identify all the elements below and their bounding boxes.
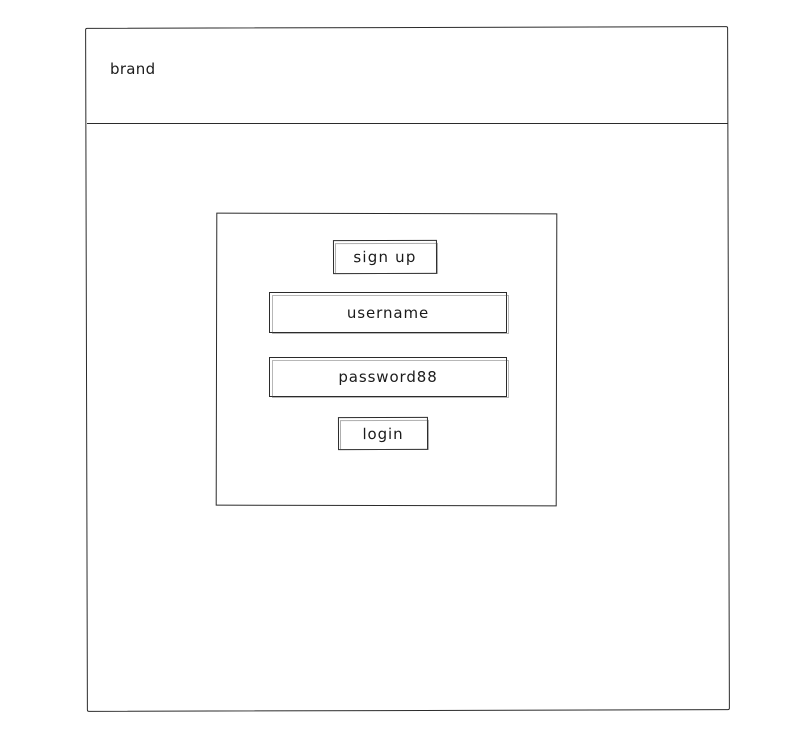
brand-label[interactable]: brand	[110, 60, 156, 78]
password-input-value: password88	[338, 368, 438, 386]
username-input-value: username	[346, 303, 430, 322]
login-button-label: login	[362, 424, 404, 443]
signup-button[interactable]	[333, 240, 437, 274]
login-button[interactable]	[338, 417, 428, 450]
username-input[interactable]	[269, 292, 507, 333]
navbar	[87, 28, 728, 124]
password-input[interactable]	[269, 357, 507, 397]
signup-button-label: sign up	[353, 247, 417, 267]
